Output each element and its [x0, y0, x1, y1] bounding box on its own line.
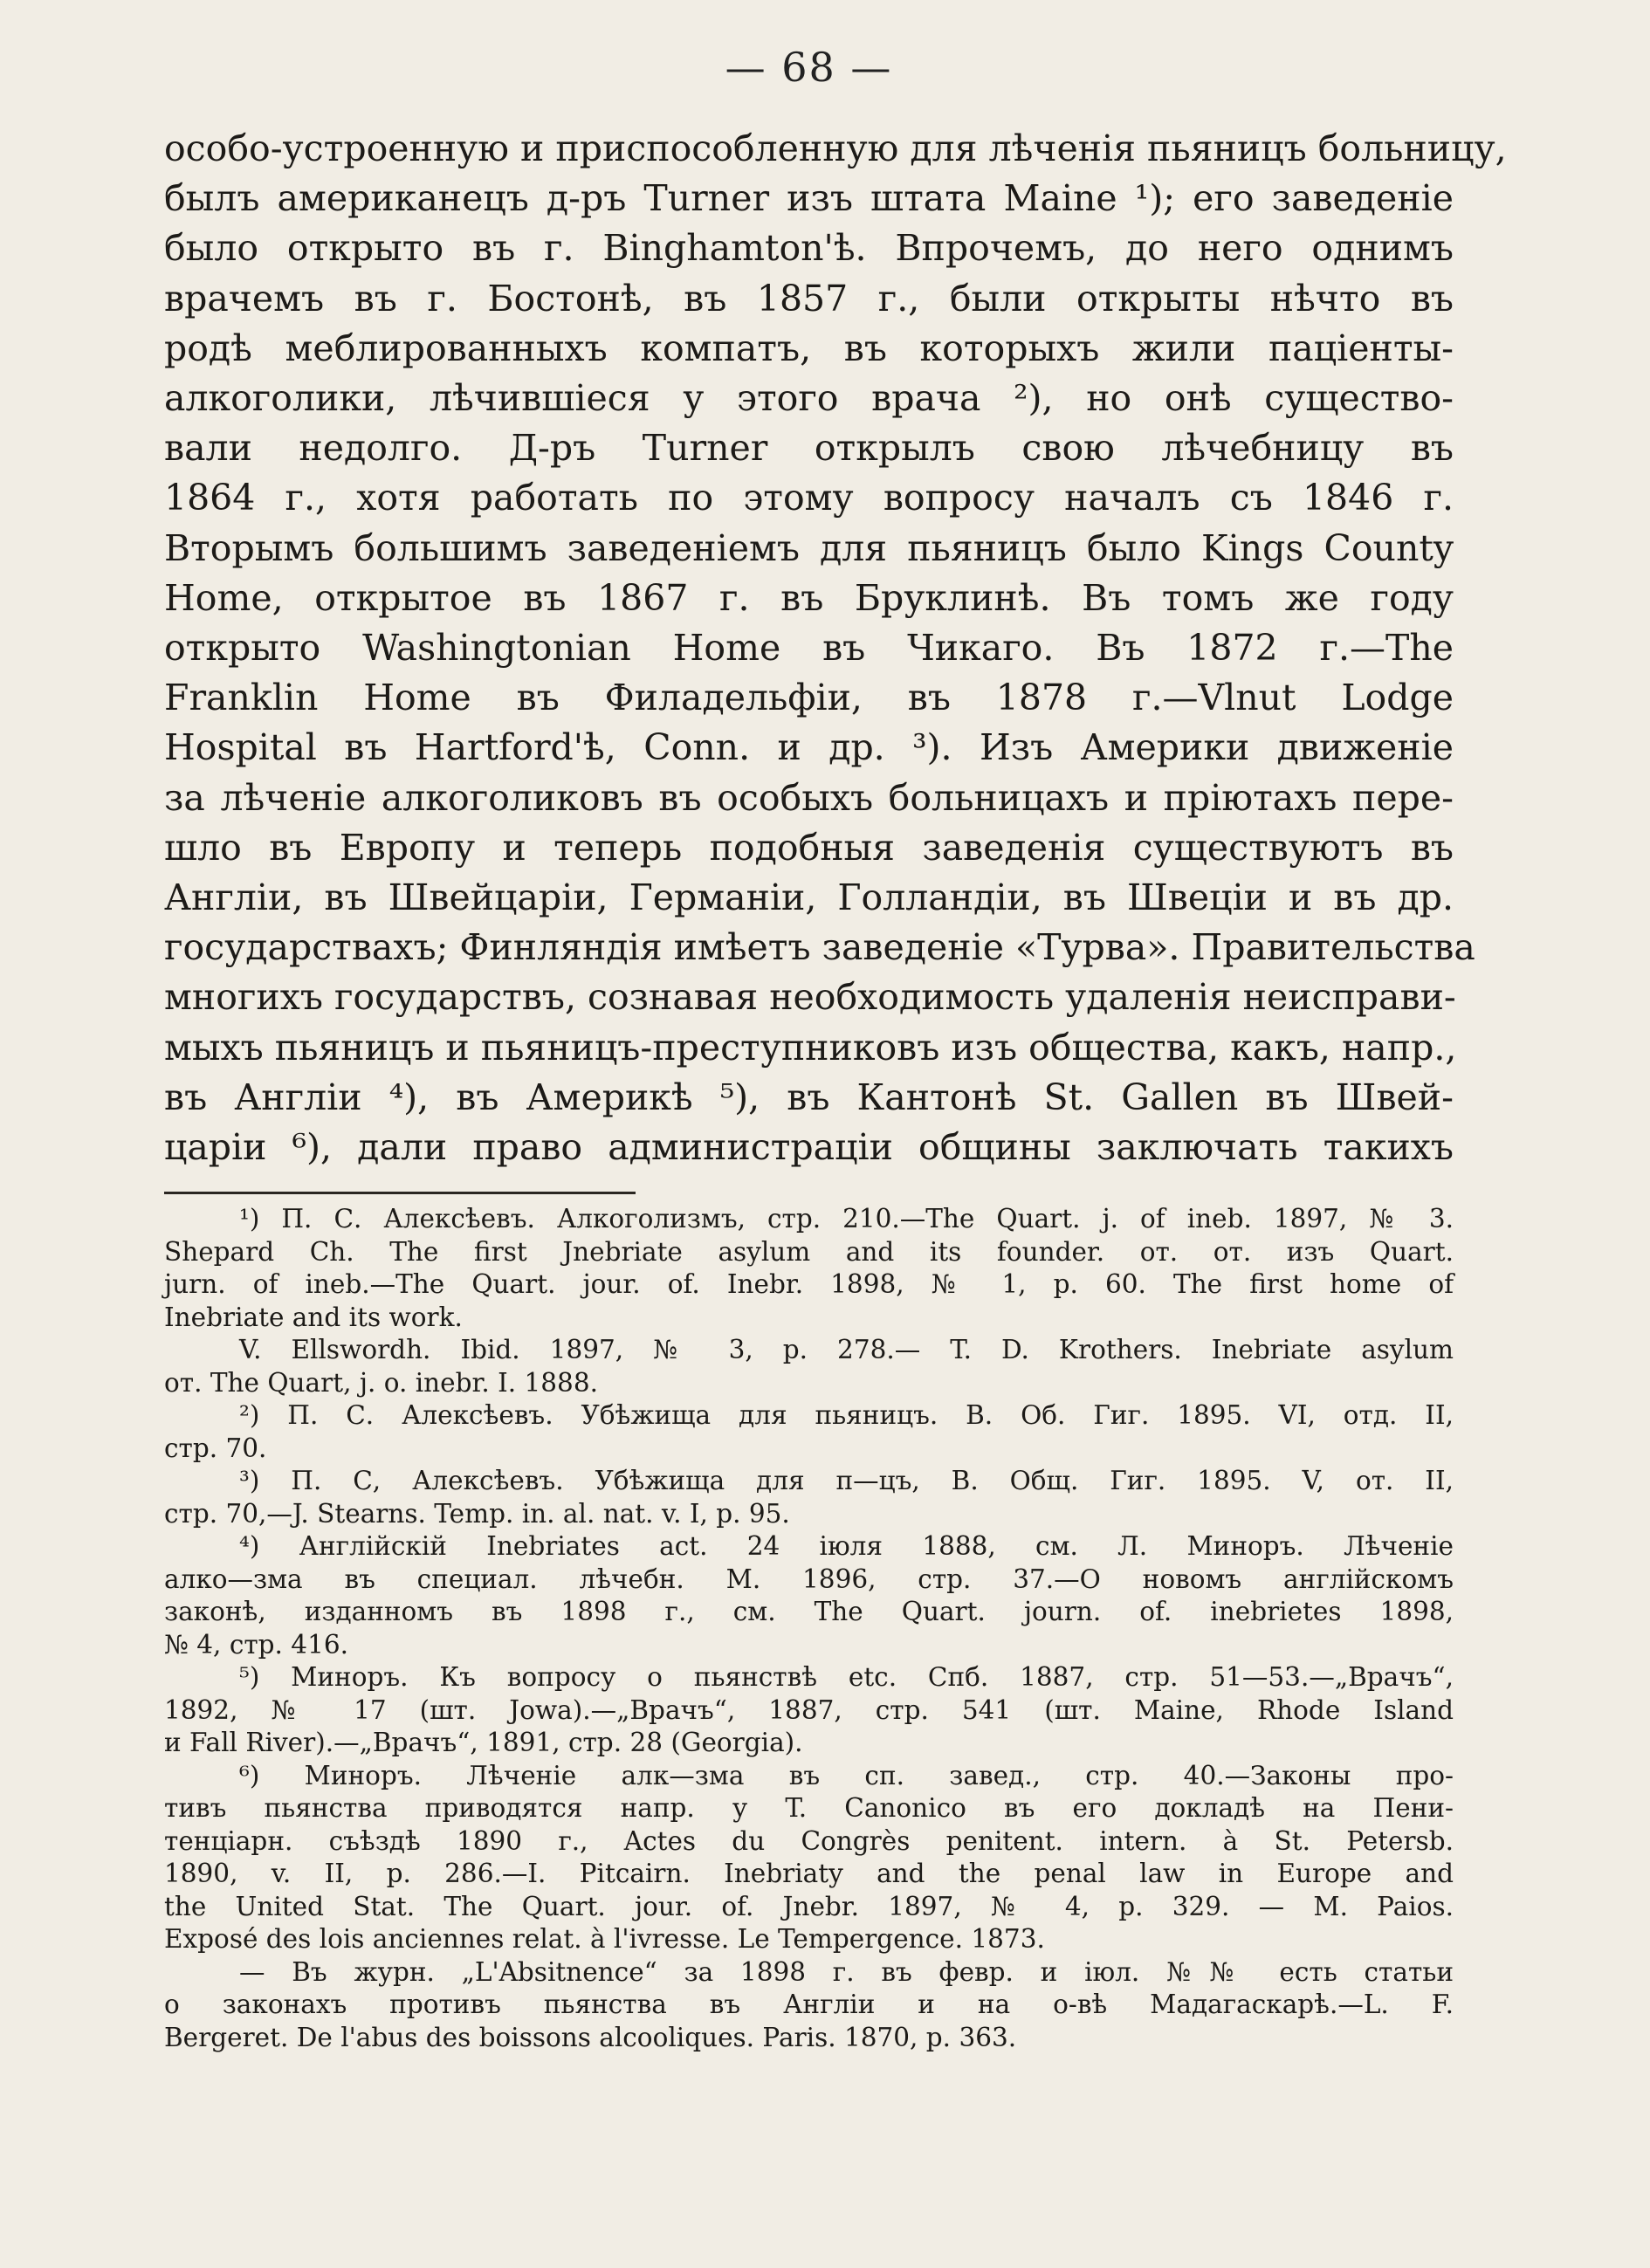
body-line: 1864 г., хотя работать по этому вопросу началъ съ 1846 г. [164, 477, 1454, 519]
body-line: шло въ Европу и теперь подобныя заведенія существуютъ въ [164, 826, 1454, 869]
footnote-line: ²) П. С. Алексѣевъ. Убѣжища для пьяницъ. В. Об. Гиг. 1895. VI, отд. II, [239, 1400, 1454, 1431]
footnote-line: и Fall River).—„Врачъ“, 1891, стр. 28 (Georgia). [164, 1728, 803, 1758]
footnote-line: Exposé des lois anciennes relat. à l'ivresse. Le Tempergence. 1873. [164, 1924, 1045, 1955]
footnote-line: № 4, стр. 416. [164, 1629, 348, 1660]
footnote-line: jurn. of ineb.—The Quart. jour. of. Inebr. 1898, № 1, p. 60. The first home of [164, 1269, 1454, 1300]
footnote-line: стр. 70. [164, 1433, 267, 1463]
footnote-line: Bergeret. De l'abus des boissons alcooliques. Paris. 1870, p. 363. [164, 2022, 1017, 2052]
body-line: открыто Washingtonian Home въ Чикаго. Въ 1872 г.—The [164, 627, 1454, 670]
footnote-5 [164, 1661, 1454, 1760]
footnote-journal-note [164, 1956, 1454, 2055]
footnote-6 [164, 1760, 1454, 1956]
footnote-line: ⁵) Миноръ. Къ вопросу о пьянствѣ etc. Спб. 1887, стр. 51—53.—„Врачъ“, [239, 1662, 1454, 1693]
body-line: родѣ меблированныхъ компатъ, въ которыхъ жили паціенты- [164, 326, 1454, 369]
footnote-line: the United Stat. The Quart. jour. of. Jnebr. 1897, № 4, p. 329. — M. Paios. [164, 1891, 1454, 1921]
body-line: мыхъ пьяницъ и пьяницъ-преступниковъ изъ общества, какъ, напр., [164, 1026, 1457, 1069]
body-line: Hospital въ Hartford'ѣ, Conn. и др. ³). Изъ Америки движеніе [164, 726, 1454, 769]
body-line: Англіи, въ Швейцаріи, Германіи, Голландіи, въ Швеціи и въ др. [164, 876, 1454, 919]
body-line: Home, открытое въ 1867 г. въ Бруклинѣ. Въ томъ же году [164, 576, 1454, 619]
body-line: врачемъ въ г. Бостонѣ, въ 1857 г., были открыты нѣчто въ [164, 277, 1454, 320]
footnote-3 [164, 1465, 1454, 1530]
footnote-2 [164, 1399, 1454, 1465]
footnote-line: — Въ журн. „L'Absitnence“ за 1898 г. въ февр. и іюл. №№ есть статьи [239, 1956, 1454, 1987]
body-line: царіи ⁶), дали право администраціи общины заключать такихъ [164, 1126, 1454, 1169]
footnote-divider [164, 1192, 636, 1194]
page-number: — 68 — [725, 44, 893, 91]
body-line: алкоголики, лѣчившіеся у этого врача ²), но онѣ существо- [164, 377, 1454, 420]
footnote-line: о законахъ противъ пьянства въ Англіи и на о-вѣ Мадагаскарѣ.—L. F. [164, 1990, 1454, 2020]
body-line: особо-устроенную и приспособленную для лѣченія пьяницъ больницу, [164, 127, 1507, 169]
body-line: за лѣченіе алкоголиковъ въ особыхъ больницахъ и пріютахъ пере- [164, 776, 1454, 819]
body-line: Вторымъ большимъ заведеніемъ для пьяницъ было Kings County [164, 526, 1454, 569]
footnote-4 [164, 1530, 1454, 1661]
footnote-line: ¹) П. С. Алексѣевъ. Алкоголизмъ, стр. 210.—The Quart. j. of ineb. 1897, № 3. [239, 1204, 1454, 1234]
footnote-line: ³) П. С, Алексѣевъ. Убѣжища для п—цъ, В. Общ. Гиг. 1895. V, от. II, [239, 1466, 1454, 1496]
body-line: былъ американецъ д-ръ Turner изъ штата Maine ¹); его заведеніе [164, 177, 1454, 220]
footnote-1-continued [164, 1334, 1454, 1399]
footnote-line: тивъ пьянства приводятся напр. у T. Canonico въ его докладѣ на Пени- [164, 1793, 1454, 1824]
footnote-line: стр. 70,—J. Stearns. Temp. in. al. nat. v. I, p. 95. [164, 1498, 790, 1529]
footnote-line: ⁴) Англійскій Inebriates act. 24 іюля 1888, см. Л. Миноръ. Лѣченіе [239, 1531, 1454, 1562]
footnote-line: тенціарн. съѣздѣ 1890 г., Actes du Congrès penitent. intern. à St. Petersb. [164, 1825, 1454, 1856]
body-line: было открыто въ г. Binghamton'ѣ. Впрочемъ, до него однимъ [164, 227, 1454, 270]
footnote-line: от. The Quart, j. o. inebr. I. 1888. [164, 1367, 598, 1398]
body-line: государствахъ; Финляндія имѣетъ заведеніе «Турва». Правительства [164, 926, 1475, 969]
footnotes [164, 1203, 1454, 2054]
footnote-line: алко—зма въ специал. лѣчебн. М. 1896, стр. 37.—О новомъ англійскомъ [164, 1564, 1454, 1594]
body-line: Franklin Home въ Филадельфіи, въ 1878 г.—Vlnut Lodge [164, 677, 1454, 719]
footnote-line: 1892, № 17 (шт. Jowa).—„Врачъ“, 1887, стр. 541 (шт. Maine, Rhode Island [164, 1694, 1454, 1725]
body-line: многихъ государствъ, сознавая необходимость удаленія неисправи- [164, 976, 1456, 1019]
body-text [164, 124, 1507, 1172]
body-line: въ Англіи ⁴), въ Америкѣ ⁵), въ Кантонѣ St. Gallen въ Швей- [164, 1076, 1454, 1118]
footnote-line: законѣ, изданномъ въ 1898 г., см. The Quart. journ. of. inebrietes 1898, [164, 1597, 1454, 1627]
footnote-line: Inebriate and its work. [164, 1302, 463, 1332]
footnote-1 [164, 1203, 1454, 1334]
footnote-line: V. Ellswordh. Ibid. 1897, № 3, p. 278.— T. D. Krothers. Inebriate asylum [239, 1335, 1454, 1365]
footnote-line: 1890, v. II, p. 286.—I. Pitcairn. Inebriaty and the penal law in Europe and [164, 1859, 1454, 1889]
body-line: вали недолго. Д-ръ Turner открылъ свою лѣчебницу въ [164, 427, 1454, 470]
footnote-line: Shepard Ch. The first Jnebriate asylum and its founder. от. от. изъ Quart. [164, 1236, 1454, 1267]
footnote-line: ⁶) Миноръ. Лѣченіе алк—зма въ сп. завед., стр. 40.—Законы про- [239, 1760, 1454, 1790]
